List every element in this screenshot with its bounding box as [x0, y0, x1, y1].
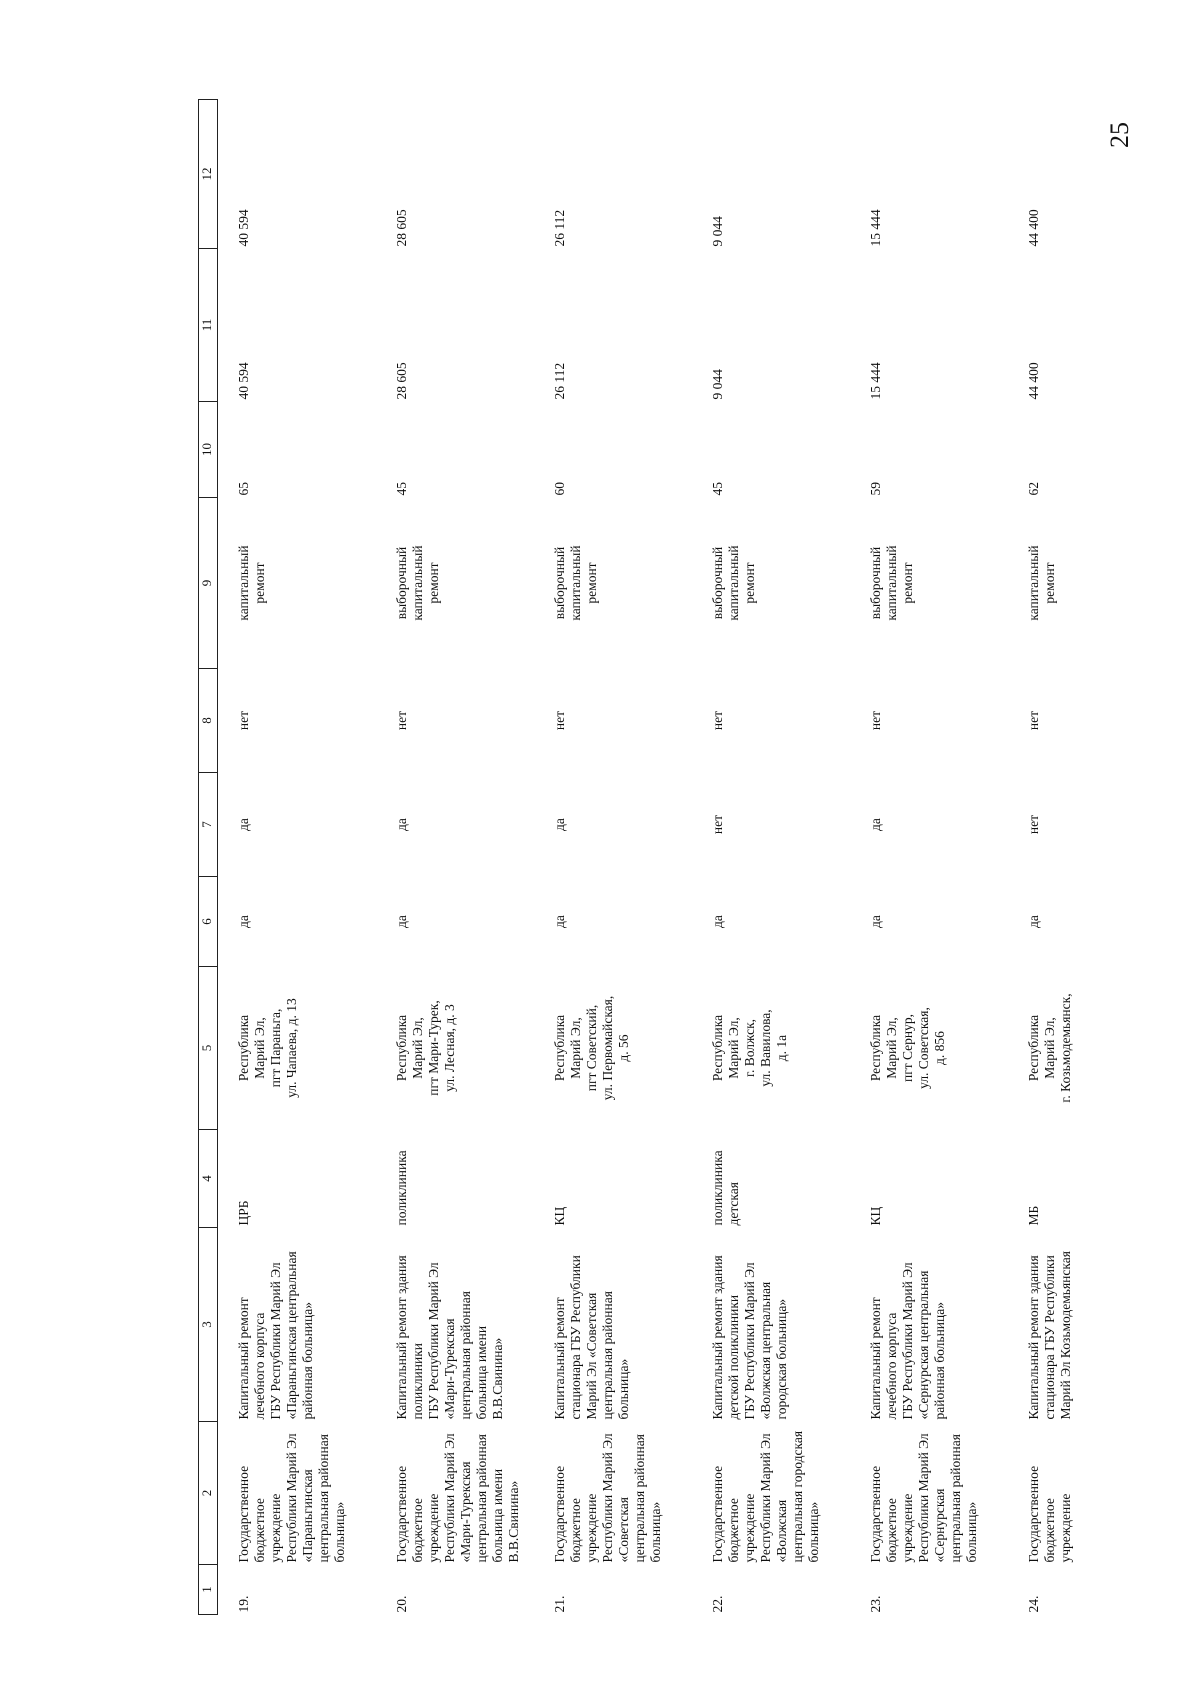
page-number: 25 [1105, 122, 1134, 148]
cell-col10: 45 [710, 482, 725, 496]
table-row [850, 100, 1008, 1615]
row-number: 21. [552, 1595, 567, 1613]
cell-col10: 59 [868, 482, 883, 496]
repair-program-table [198, 99, 1144, 1615]
cell-col12: 26 112 [552, 209, 567, 247]
cell-col11: 40 594 [236, 362, 251, 400]
repair-type: выборочный капитальный ремонт [552, 545, 599, 621]
institution-name: Государственное бюджетное учреждение [1026, 1465, 1073, 1563]
facility-type: КЦ [552, 1206, 567, 1226]
column-header-3: 3 [199, 1228, 218, 1422]
cell-col6: да [394, 915, 409, 928]
address: Республика Марий Эл, пгт Сернур, ул. Советская, д. 856 [868, 1007, 947, 1089]
cell-col8: нет [394, 710, 409, 731]
cell-col6: да [236, 915, 251, 928]
cell-col7: да [552, 818, 567, 831]
column-header-5: 5 [199, 967, 218, 1130]
column-header-8: 8 [199, 669, 218, 773]
cell-col8: нет [552, 710, 567, 731]
work-description: Капитальный ремонт здания поликлиники ГБУ Республики Марий Эл «Мари-Турекская центральная районная больница имени В.В.Свинина» [394, 1255, 505, 1420]
address: Республика Марий Эл, г. Козьмодемьянск, [1026, 993, 1073, 1103]
cell-col12: 9 044 [710, 216, 725, 247]
work-description: Капитальный ремонт лечебного корпуса ГБУ Республики Марий Эл «Параньгинская центральная районная больница» [236, 1251, 315, 1420]
address: Республика Марий Эл, пгт Мари-Турек, ул. Лесная, д. 3 [394, 1000, 457, 1096]
row-number: 22. [710, 1595, 725, 1613]
facility-type: ЦРБ [236, 1200, 251, 1226]
cell-col6: да [552, 915, 567, 928]
cell-col12: 28 605 [394, 209, 409, 247]
row-number: 19. [236, 1595, 251, 1613]
cell-col11: 15 444 [868, 362, 883, 400]
column-header-9: 9 [199, 498, 218, 669]
cell-col7: да [868, 818, 883, 831]
row-number: 24. [1026, 1595, 1041, 1613]
cell-col10: 62 [1026, 482, 1041, 496]
column-header-12: 12 [199, 100, 218, 249]
address: Республика Марий Эл, пгт Советский, ул. Первомайская, д. 56 [552, 995, 631, 1101]
column-header-6: 6 [199, 877, 218, 967]
rotated-table-container [198, 100, 1073, 1615]
cell-col10: 60 [552, 482, 567, 496]
table-row [534, 100, 692, 1615]
cell-col11: 26 112 [552, 362, 567, 400]
cell-col7: нет [1026, 814, 1041, 835]
work-description: Капитальный ремонт здания стационара ГБУ Республики Марий Эл Козьмодемьянская [1026, 1251, 1073, 1420]
cell-col6: да [710, 915, 725, 928]
cell-col8: нет [1026, 710, 1041, 731]
table-row [1008, 100, 1144, 1615]
column-header-2: 2 [199, 1422, 218, 1565]
cell-col8: нет [236, 710, 251, 731]
address: Республика Марий Эл, г. Волжск, ул. Вавилова, д. 1а [710, 1009, 789, 1087]
column-header-4: 4 [199, 1130, 218, 1228]
cell-col7: да [394, 818, 409, 831]
cell-col12: 44 400 [1026, 209, 1041, 247]
facility-type: поликлиника [394, 1150, 409, 1226]
institution-name: Государственное бюджетное учреждение Республики Марий Эл «Волжская центральная городская больница» [710, 1430, 821, 1563]
address: Республика Марий Эл, пгт Параньга, ул. Чапаева, д. 13 [236, 998, 299, 1098]
column-header-1: 1 [199, 1565, 218, 1615]
cell-col6: да [868, 915, 883, 928]
column-header-7: 7 [199, 773, 218, 877]
repair-type: капитальный ремонт [1026, 545, 1057, 621]
cell-col7: да [236, 818, 251, 831]
facility-type: поликлиника детская [710, 1150, 741, 1226]
table-row [218, 100, 377, 1615]
cell-col12: 15 444 [868, 209, 883, 247]
work-description: Капитальный ремонт лечебного корпуса ГБУ Республики Марий Эл «Сернурская центральная районная больница» [868, 1262, 947, 1420]
institution-name: Государственное бюджетное учреждение Республики Марий Эл «Советская центральная районная больница» [552, 1433, 663, 1563]
work-description: Капитальный ремонт здания детской поликлиники ГБУ Республики Марий Эл «Волжская центральная городская больница» [710, 1255, 789, 1420]
cell-col6: да [1026, 915, 1041, 928]
institution-name: Государственное бюджетное учреждение Республики Марий Эл «Сернурская центральная районная больница» [868, 1433, 979, 1563]
cell-col12: 40 594 [236, 209, 251, 247]
facility-type: МБ [1026, 1205, 1041, 1226]
cell-col7: нет [710, 814, 725, 835]
cell-col10: 45 [394, 482, 409, 496]
cell-col11: 28 605 [394, 362, 409, 400]
cell-col11: 9 044 [710, 369, 725, 400]
row-number: 23. [868, 1595, 883, 1613]
facility-type: КЦ [868, 1206, 883, 1226]
repair-type: капитальный ремонт [236, 545, 267, 621]
table-row [376, 100, 534, 1615]
cell-col8: нет [710, 710, 725, 731]
cell-col11: 44 400 [1026, 362, 1041, 400]
cell-col10: 65 [236, 482, 251, 496]
work-description: Капитальный ремонт стационара ГБУ Республики Марий Эл «Советская центральная районная больница» [552, 1255, 631, 1420]
cell-col8: нет [868, 710, 883, 731]
column-header-11: 11 [199, 249, 218, 402]
row-number: 20. [394, 1595, 409, 1613]
repair-type: выборочный капитальный ремонт [394, 545, 441, 621]
institution-name: Государственное бюджетное учреждение Республики Марий Эл «Мари-Турекская центральная районная больница имени В.В.Свинина» [394, 1433, 521, 1563]
repair-type: выборочный капитальный ремонт [710, 545, 757, 621]
column-header-10: 10 [199, 402, 218, 498]
institution-name: Государственное бюджетное учреждение Республики Марий Эл «Параньгинская центральная районная больница» [236, 1433, 347, 1563]
repair-type: выборочный капитальный ремонт [868, 545, 915, 621]
table-row [692, 100, 850, 1615]
column-number-row [199, 100, 218, 1615]
